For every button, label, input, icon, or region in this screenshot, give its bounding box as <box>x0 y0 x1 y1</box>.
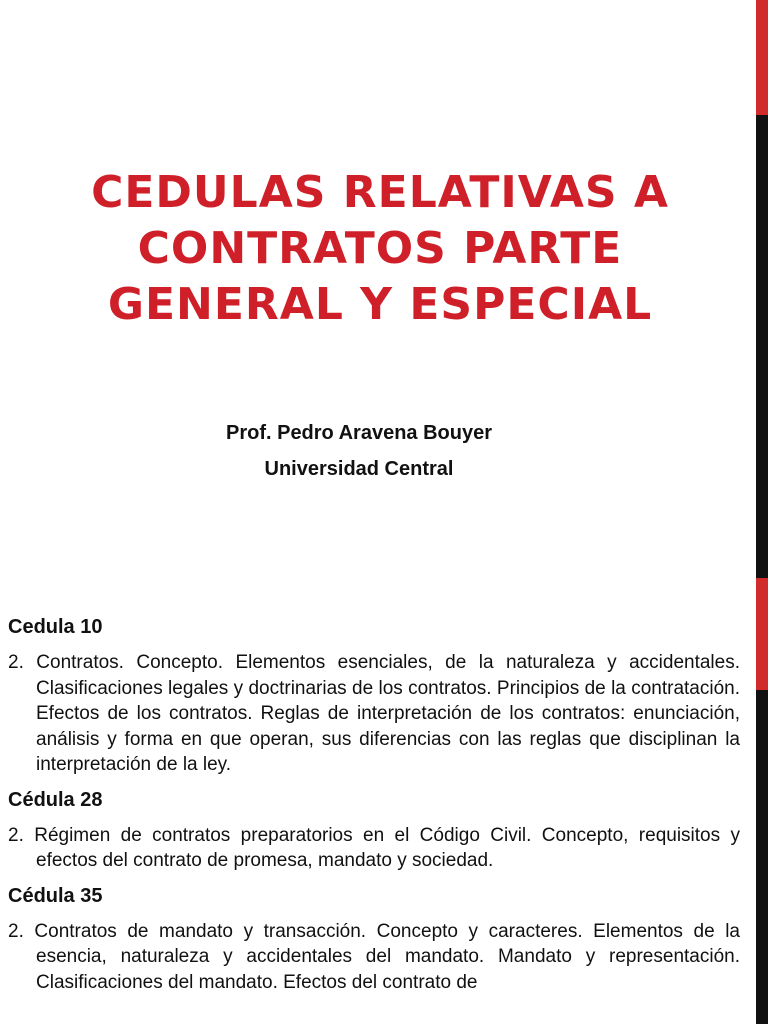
slide-accent-bar-red <box>756 0 768 115</box>
title-line-3: GENERAL Y ESPECIAL <box>107 279 653 330</box>
slide-accent-bar-black <box>756 115 768 578</box>
slide-accent-bar-black <box>756 690 768 1024</box>
title-line-2: CONTRATOS PARTE <box>137 223 623 274</box>
content-slide <box>0 578 768 1024</box>
cedula-text: 2. Contratos de mandato y transacción. Concepto y caracteres. Elementos de la esencia, naturaleza y accidentales del mandato. Mandato y representación. Clasificaciones del mandato. Efectos del contrato de <box>8 920 740 993</box>
cedula-section <box>8 614 740 778</box>
slide-accent-bar-red <box>756 578 768 690</box>
cedula-heading: Cedula 10 <box>8 616 103 638</box>
cedula-heading: Cédula 35 <box>8 884 103 907</box>
institution-name: Universidad Central <box>264 458 454 480</box>
cedula-text: 2. Contratos. Concepto. Elementos esenciales, de la naturaleza y accidentales. Clasificaciones legales y doctrinarias de los contratos. Principios de la contratación. Efectos de los contratos. Reglas de interpretación de los contratos: enunciación, análisis y forma en que operan, sus diferencias con las reglas que disciplinan la interpretación de la ley. <box>8 652 740 775</box>
title-line-1: CEDULAS RELATIVAS A <box>91 167 669 218</box>
cedula-heading: Cédula 28 <box>8 788 103 811</box>
cedula-section <box>8 787 740 874</box>
cedula-text: 2. Régimen de contratos preparatorios en el Código Civil. Concepto, requisitos y efectos del contrato de promesa, mandato y sociedad. <box>8 824 740 871</box>
cedulas-list <box>8 614 740 1004</box>
cedula-section <box>8 883 740 996</box>
author-name: Prof. Pedro Aravena Bouyer <box>225 422 492 444</box>
presentation-title <box>60 165 700 333</box>
